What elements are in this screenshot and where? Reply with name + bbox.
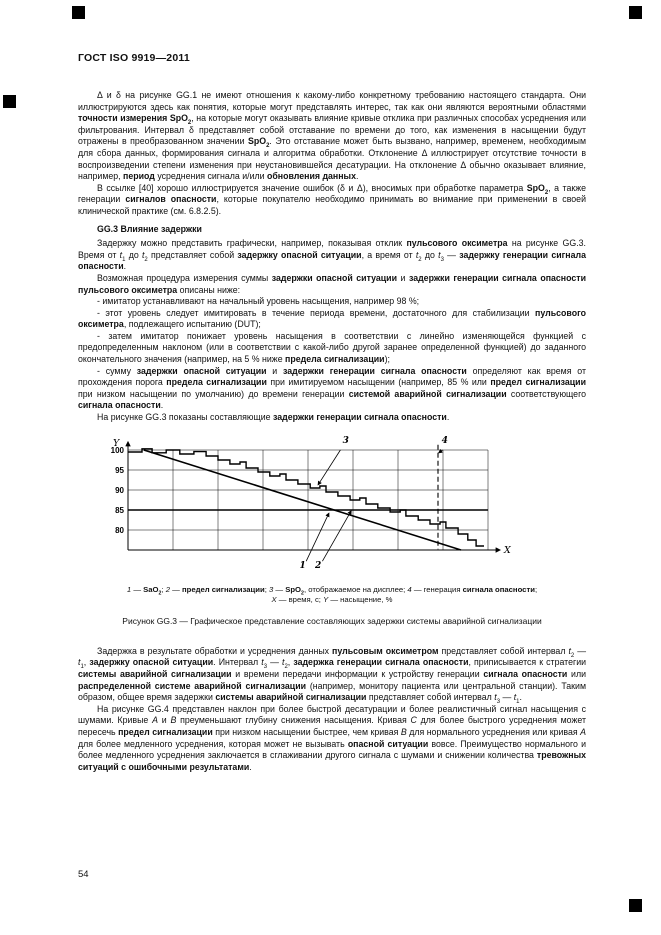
- paragraph: Задержку можно представить графически, например, показывая отклик пульсового оксиметра на рисунке GG.3. Время от $t_1$ до $t_2$ представляет собой задержку опасной ситуации, а время от $t_2$ до $t_3$ — задержку генерации сигнала опасности.: [78, 238, 586, 272]
- svg-text:90: 90: [115, 485, 124, 495]
- page-content: [78, 52, 587, 880]
- svg-text:85: 85: [115, 505, 124, 515]
- document-header: ГОСТ ISO 9919—2011: [78, 52, 190, 64]
- figure-caption: Рисунок GG.3 — Графическое представление составляющих задержки системы аварийной сигнализации: [122, 615, 542, 626]
- paragraph: Задержка в результате обработки и усреднения данных пульсовым оксиметром представляет собой интервал $t_2$ — $t_1$, задержку опасной ситуации. Интервал $t_3$ — $t_2$, задержка генерации сигнала опасности, приписывается к стратегии системы аварийной сигнализации и времени передачи информации к устройству генерации сигнала опасности или распределенной системе аварийной сигнализации (например, монитору пациента или центральной станции). Таким образом, общее время задержки системы аварийной сигнализации представляет собой интервал $t_3$ — $t_1$.: [78, 645, 587, 705]
- page-number: 54: [78, 869, 89, 880]
- figure-legend-line1: 1 — SaO$_2$; 2 — предел сигнализации; 3 — SpO$_2$, отображаемое на дисплее; 4 — генерация сигнала опасности;: [126, 584, 538, 597]
- svg-text:100: 100: [110, 445, 124, 455]
- paragraph: В ссылке [40] хорошо иллюстрируется значение ошибок (δ и Δ), вносимых при обработке параметра SpO$_2$, а также генерации сигналов опасности, которые покупателю необходимо принимать во внимание при применении в своей клинической практике (см. 6.8.2.5).: [78, 182, 586, 216]
- svg-text:80: 80: [115, 525, 124, 535]
- svg-text:2: 2: [314, 560, 322, 571]
- paragraph: - этот уровень следует имитировать в течение периода времени, достаточного для стабилизации пульсового оксиметра, подлежащего испытанию (DUT);: [78, 307, 586, 330]
- figure-legend-line2: X — время, с; Y — насыщение, %: [271, 595, 393, 605]
- svg-text:95: 95: [115, 465, 124, 475]
- paragraph: - имитатор устанавливают на начальный уровень насыщения, например 98 %;: [97, 296, 420, 307]
- document-body-bottom: [78, 646, 586, 774]
- paragraph: - затем имитатор понижает уровень насыщения в соответствии с линейно изменяющейся функцией с предопределенным наклоном (или в соответствии с какой-либо другой заранее определенной функцией) до заданного окончательного значения (например, на 5 % ниже предела сигнализации);: [78, 330, 586, 365]
- paragraph: - сумму задержки опасной ситуации и задержки генерации сигнала опасности определяют как время от прохождения порога предела сигнализации при имитируемом насыщении (например, 85 % или предел сигнализации при низком насыщении по умолчанию) до времени генерации системой аварийной сигнализации соответствующего сигнала опасности.: [78, 365, 586, 411]
- registration-mark-top-right: [629, 6, 642, 19]
- paragraph: Δ и δ на рисунке GG.1 не имеют отношения к какому-либо конкретному требованию настоящего стандарта. Они иллюстрируются здесь как понятия, которые могут представлять интерес, так как они являются вероятными областями точности измерения SpO$_2$, на которые могут оказывать влияние кривые отклика при различных способах усреднения или фильтрования. Интервал δ представляет собой отставание по времени до того, как изменения в насыщении будут отражены в преобразованном значении SpO$_2$. Это отставание может быть вызвано, например, временем, необходимым для сбора данных, формирования сигнала и алгоритма обработки. Отклонение Δ иллюстрирует отсутствие точности в воспроизведении степени изменения при неустановившейся десатурации. На отклонение Δ обычно оказывает влияние, например, период усреднения сигнала и/или обновления данных.: [78, 90, 587, 182]
- paragraph: Возможная процедура измерения суммы задержки опасной ситуации и задержки генерации сигнала опасности пульсового оксиметра описаны ниже:: [78, 272, 586, 295]
- svg-text:X: X: [504, 544, 511, 556]
- paragraph: На рисунке GG.3 показаны составляющие задержки генерации сигнала опасности.: [97, 412, 450, 423]
- registration-mark-left: [3, 95, 16, 108]
- svg-text:3: 3: [342, 435, 349, 446]
- svg-text:1: 1: [299, 560, 306, 571]
- figure-gg3: [78, 432, 586, 626]
- registration-mark-top-left: [72, 6, 85, 19]
- paragraph: На рисунке GG.4 представлен наклон при более быстрой десатурации и более реалистичный сигнал насыщения с шумами. Кривые A и B преуменьшают глубину снижения насыщения. Кривая C для более быстрого усреднения может пересечь предел сигнализации при низком насыщении быстрее, чем кривая B для нормального усреднения или кривая A для более медленного усреднения, которая может не вызывать опасной ситуации вовсе. Преимущество нормального и более медленного усреднения заключается в сглаживании другого сигнала с шумами и снижении количества тревожных ситуаций с ошибочными результатами.: [78, 703, 586, 772]
- figure-gg3-chart: [88, 432, 518, 578]
- svg-text:4: 4: [441, 435, 448, 446]
- registration-mark-bottom-right: [629, 899, 642, 912]
- document-body-top: [78, 90, 586, 424]
- section-heading: GG.3 Влияние задержки: [97, 223, 202, 234]
- svg-text:Y: Y: [113, 437, 120, 449]
- figure-legend: [78, 585, 586, 606]
